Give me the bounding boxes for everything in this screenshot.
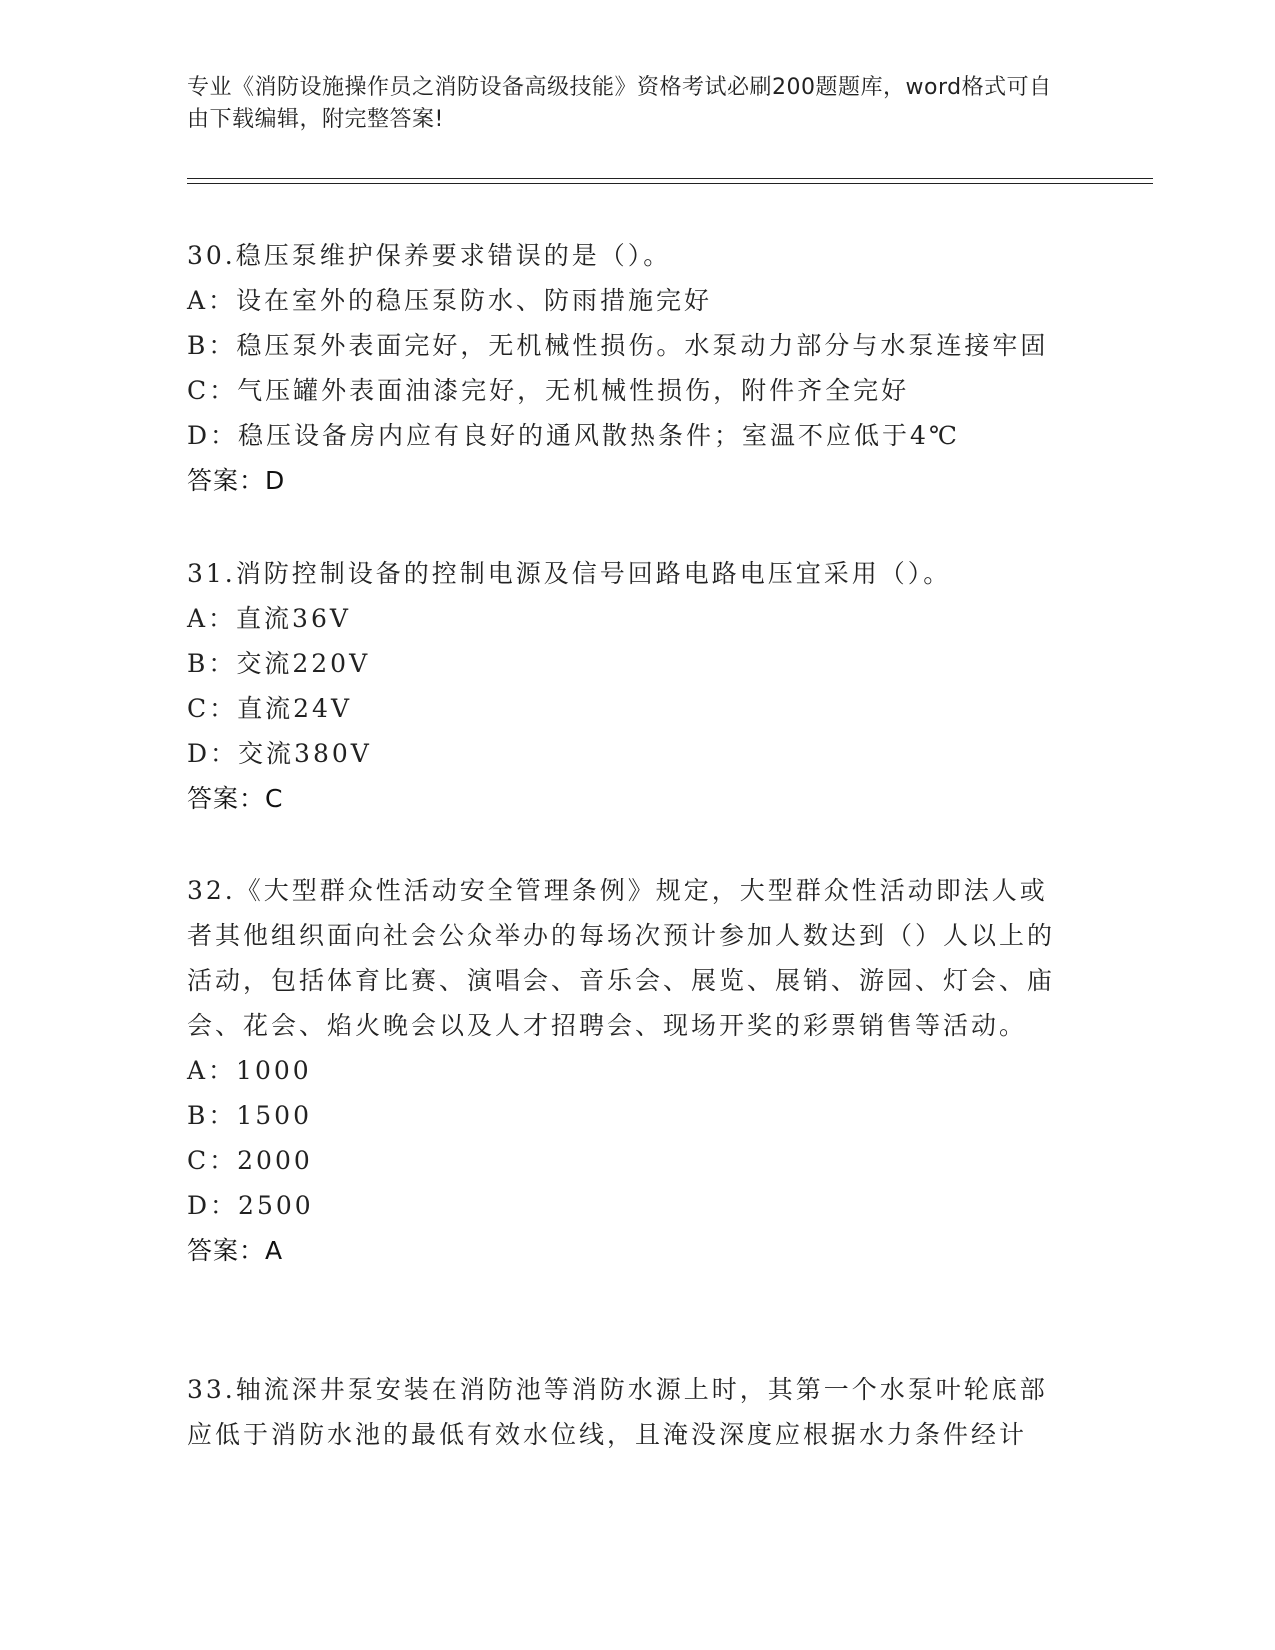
option-b: B：交流220V	[187, 649, 371, 678]
answer-label: 答案：A	[187, 1236, 284, 1265]
option-c: C：直流24V	[187, 694, 352, 723]
question-stem: 31.消防控制设备的控制电源及信号回路电路电压宜采用（）。	[187, 559, 952, 588]
option-b: B：1500	[187, 1101, 312, 1130]
option-d: D：交流380V	[187, 739, 372, 768]
option-d: D：2500	[187, 1191, 314, 1220]
answer-label: 答案：D	[187, 466, 286, 495]
answer-label: 答案：C	[187, 784, 284, 813]
question-30	[187, 233, 1067, 503]
option-d: D：稳压设备房内应有良好的通风散热条件；室温不应低于4℃	[187, 421, 960, 450]
header-divider-bottom	[187, 183, 1153, 184]
header-divider-top	[187, 178, 1153, 179]
option-c: C：2000	[187, 1146, 313, 1175]
document-header: 专业《消防设施操作员之消防设备高级技能》资格考试必刷200题题库，word格式可自由下载编辑，附完整答案!	[187, 75, 1052, 132]
option-b: B：稳压泵外表面完好，无机械性损伤。水泵动力部分与水泵连接牢固	[187, 331, 1049, 360]
option-c: C：气压罐外表面油漆完好，无机械性损伤，附件齐全完好	[187, 376, 910, 405]
question-33	[187, 1367, 1067, 1457]
question-31	[187, 551, 1067, 821]
option-a: A：直流36V	[187, 604, 351, 633]
option-a: A：设在室外的稳压泵防水、防雨措施完好	[187, 286, 713, 315]
question-stem: 33.轴流深井泵安装在消防池等消防水源上时，其第一个水泵叶轮底部应低于消防水池的最低有效水位线，且淹没深度应根据水力条件经计	[187, 1375, 1048, 1449]
question-stem: 30.稳压泵维护保养要求错误的是（）。	[187, 241, 672, 270]
question-32	[187, 868, 1067, 1273]
question-stem: 32.《大型群众性活动安全管理条例》规定，大型群众性活动即法人或者其他组织面向社会公众举办的每场次预计参加人数达到（）人以上的活动，包括体育比赛、演唱会、音乐会、展览、展销、游园、灯会、庙会、花会、焰火晚会以及人才招聘会、现场开奖的彩票销售等活动。	[187, 876, 1056, 1040]
option-a: A：1000	[187, 1056, 312, 1085]
